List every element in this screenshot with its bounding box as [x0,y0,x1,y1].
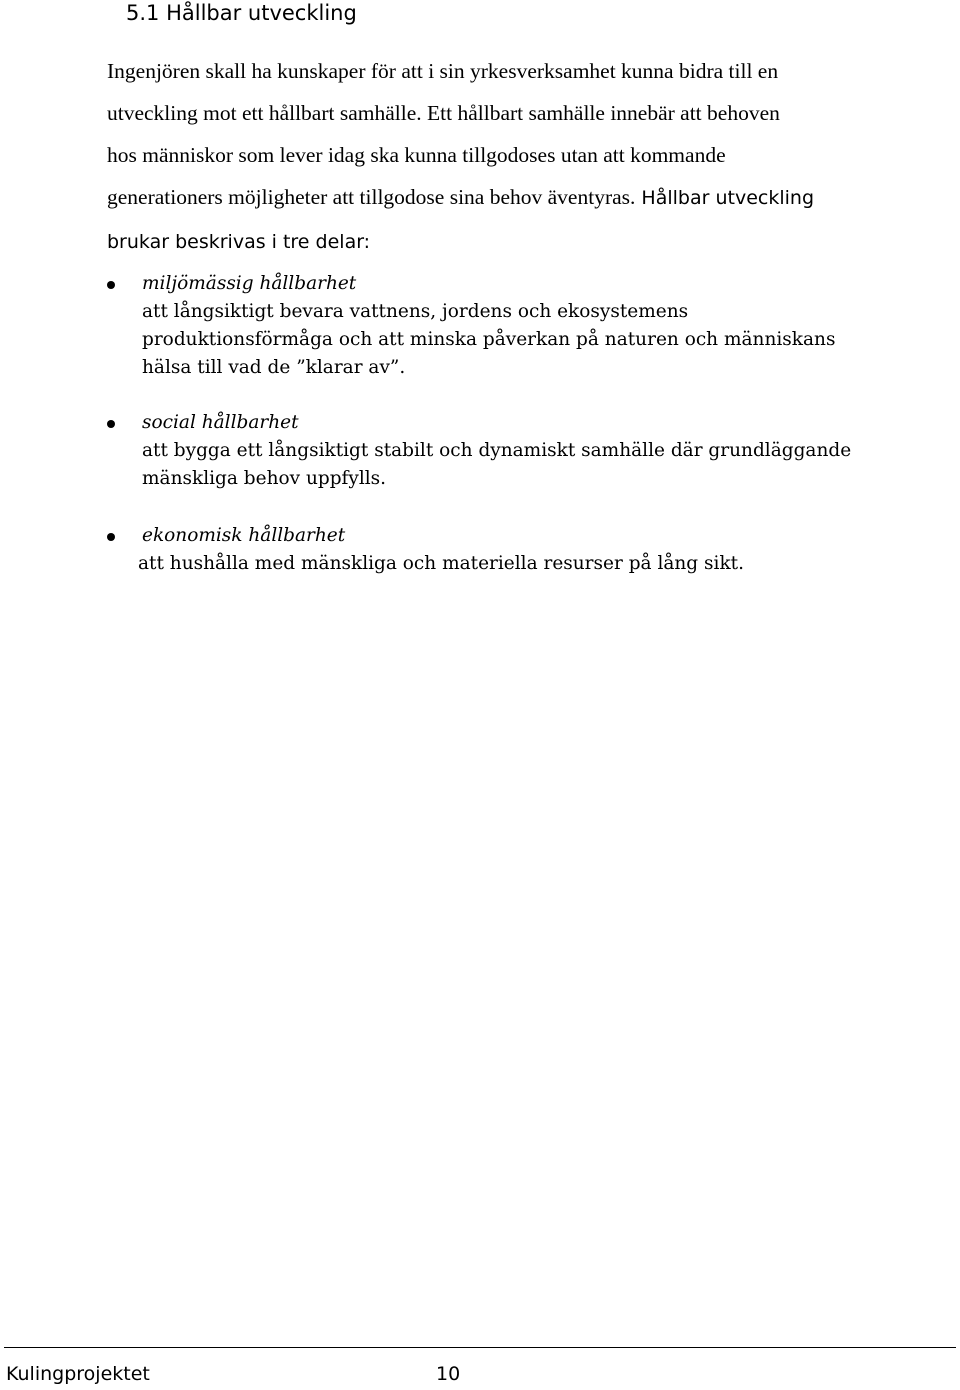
item-text-line: mänskliga behov uppfylls. [142,468,387,489]
item-text-line: att bygga ett långsiktigt stabilt och dynamiskt samhälle där grundläggande [142,440,852,461]
item-text-line: att hushålla med mänskliga och materiella resurser på lång sikt. [138,553,744,574]
footer-divider [4,1347,956,1348]
footer-project-name: Kulingprojektet [6,1363,150,1385]
bullet-icon [107,420,115,428]
item-title-economic: ekonomisk hållbarhet [142,525,346,546]
item-text-line: att långsiktigt bevara vattnens, jordens och ekosystemens [142,301,689,322]
intro-line-2-end: Ett hållbart samhälle innebär att behoven [421,101,780,125]
footer-page-number: 10 [436,1363,461,1385]
intro-line-1: Ingenjören skall ha kunskaper för att i sin yrkesverksamhet kunna bidra till en [107,59,779,83]
intro-line-4-end: Hållbar utveckling [635,187,815,209]
item-title-social: social hållbarhet [142,412,299,433]
intro-line-5 [107,228,370,255]
item-text-line: hälsa till vad de ”klarar av”. [142,357,406,378]
intro-line-2 [107,100,780,126]
bullet-icon [107,533,115,541]
intro-line-4 [107,184,814,211]
intro-line-5-text: brukar beskrivas i tre delar: [107,231,371,253]
intro-line-4-start: generationers möjligheter att tillgodose sina behov äventyras. [107,185,636,209]
section-heading: 5.1 Hållbar utveckling [126,1,357,25]
item-title-environmental: miljömässig hållbarhet [142,273,357,294]
intro-line-2-start: utveckling mot ett hållbart samhälle. [107,101,422,125]
intro-line-3: hos människor som lever idag ska kunna tillgodoses utan att kommande [107,143,726,167]
item-text-line: produktionsförmåga och att minska påverkan på naturen och människans [142,329,836,350]
bullet-icon [107,281,115,289]
